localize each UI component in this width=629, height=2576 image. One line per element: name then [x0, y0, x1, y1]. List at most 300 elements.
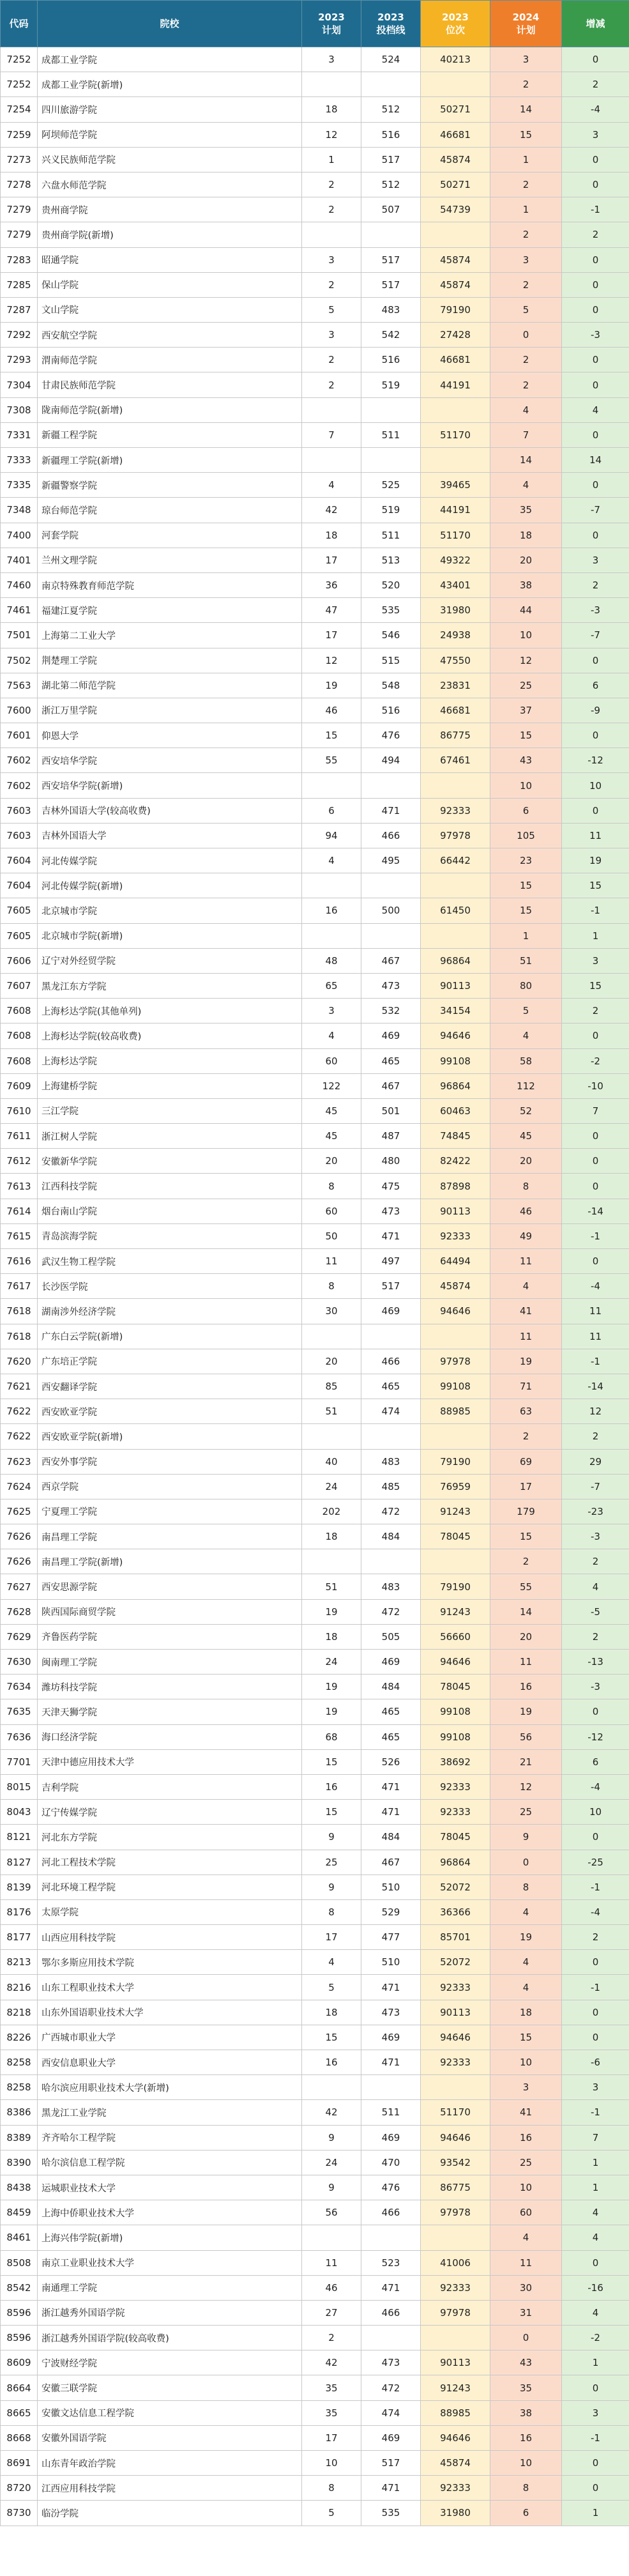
- cell-line-2023: 516: [361, 348, 421, 372]
- cell-plan-2024: 51: [490, 948, 562, 973]
- cell-code: 8258: [1, 2050, 38, 2075]
- cell-plan-2024: 5: [490, 999, 562, 1023]
- cell-plan-2024: 10: [490, 2451, 562, 2476]
- table-row: [1, 2275, 629, 2300]
- table-row: [1, 823, 629, 848]
- cell-plan-2024: 2: [490, 72, 562, 97]
- cell-plan-2024: 63: [490, 1399, 562, 1424]
- cell-plan-2024: 12: [490, 648, 562, 673]
- cell-line-2023: 473: [361, 1199, 421, 1223]
- cell-plan-2023: 47: [302, 598, 361, 623]
- table-row: [1, 2075, 629, 2100]
- cell-change: 0: [562, 47, 629, 72]
- cell-code: 7501: [1, 623, 38, 648]
- cell-code: 7602: [1, 748, 38, 773]
- cell-line-2023: 471: [361, 1975, 421, 2000]
- cell-plan-2023: 50: [302, 1223, 361, 1248]
- cell-plan-2023: 25: [302, 1850, 361, 1874]
- cell-line-2023: [361, 923, 421, 948]
- cell-line-2023: 517: [361, 1274, 421, 1299]
- cell-rank-2023: 43401: [421, 572, 490, 597]
- cell-line-2023: 471: [361, 2275, 421, 2300]
- cell-change: -1: [562, 197, 629, 222]
- cell-code: 7629: [1, 1624, 38, 1649]
- cell-change: -3: [562, 1675, 629, 1699]
- cell-rank-2023: 96864: [421, 1850, 490, 1874]
- cell-plan-2023: 18: [302, 1524, 361, 1549]
- cell-line-2023: 510: [361, 1950, 421, 1975]
- cell-school: 上海第二工业大学: [38, 623, 302, 648]
- cell-code: 7308: [1, 397, 38, 422]
- table-row: [1, 1073, 629, 1098]
- cell-plan-2024: 10: [490, 623, 562, 648]
- table-row: [1, 422, 629, 447]
- cell-plan-2023: 48: [302, 948, 361, 973]
- cell-change: 0: [562, 172, 629, 197]
- cell-change: 2: [562, 1549, 629, 1574]
- cell-plan-2023: 40: [302, 1449, 361, 1474]
- cell-change: 29: [562, 1449, 629, 1474]
- cell-plan-2023: 68: [302, 1724, 361, 1749]
- cell-line-2023: 473: [361, 973, 421, 998]
- table-header: [1, 1, 629, 47]
- cell-plan-2024: 2: [490, 172, 562, 197]
- cell-plan-2024: 6: [490, 798, 562, 823]
- cell-school: 广东培正学院: [38, 1349, 302, 1374]
- cell-plan-2024: 3: [490, 247, 562, 272]
- cell-code: 7701: [1, 1749, 38, 1774]
- cell-school: 河北环境工程学院: [38, 1874, 302, 1899]
- cell-plan-2024: 3: [490, 2075, 562, 2100]
- cell-line-2023: 473: [361, 2000, 421, 2025]
- cell-plan-2024: 4: [490, 473, 562, 498]
- cell-rank-2023: 99108: [421, 1699, 490, 1724]
- cell-code: 7292: [1, 323, 38, 348]
- table-row: [1, 1675, 629, 1699]
- cell-plan-2024: 69: [490, 1449, 562, 1474]
- table-row: [1, 1549, 629, 1574]
- table-row: [1, 623, 629, 648]
- cell-rank-2023: 31980: [421, 2501, 490, 2526]
- cell-plan-2024: 5: [490, 297, 562, 322]
- cell-plan-2024: 41: [490, 2100, 562, 2125]
- cell-plan-2024: 1: [490, 197, 562, 222]
- cell-rank-2023: [421, 2225, 490, 2250]
- table-row: [1, 1899, 629, 1924]
- cell-rank-2023: [421, 1424, 490, 1449]
- table-row: [1, 2050, 629, 2075]
- cell-code: 8691: [1, 2451, 38, 2476]
- table-row: [1, 999, 629, 1023]
- cell-code: 7611: [1, 1124, 38, 1149]
- cell-change: 0: [562, 297, 629, 322]
- cell-plan-2024: 12: [490, 1774, 562, 1799]
- table-row: [1, 1524, 629, 1549]
- cell-line-2023: [361, 2326, 421, 2350]
- cell-school: 天津中德应用技术大学: [38, 1749, 302, 1774]
- cell-plan-2024: 7: [490, 422, 562, 447]
- cell-rank-2023: 31980: [421, 598, 490, 623]
- cell-change: 11: [562, 1324, 629, 1349]
- cell-rank-2023: 90113: [421, 2000, 490, 2025]
- cell-rank-2023: 67461: [421, 748, 490, 773]
- cell-line-2023: 519: [361, 372, 421, 397]
- cell-line-2023: [361, 1549, 421, 1574]
- cell-school: 安徽新华学院: [38, 1149, 302, 1174]
- cell-plan-2023: 15: [302, 723, 361, 748]
- cell-code: 7600: [1, 698, 38, 723]
- cell-plan-2024: 0: [490, 323, 562, 348]
- cell-code: 7278: [1, 172, 38, 197]
- cell-plan-2024: 4: [490, 2225, 562, 2250]
- cell-school: 河北东方学院: [38, 1825, 302, 1850]
- cell-line-2023: 516: [361, 698, 421, 723]
- cell-plan-2023: 2: [302, 372, 361, 397]
- cell-change: -3: [562, 598, 629, 623]
- table-row: [1, 1274, 629, 1299]
- table-row: [1, 948, 629, 973]
- cell-change: 0: [562, 2250, 629, 2275]
- cell-plan-2024: 2: [490, 1424, 562, 1449]
- cell-rank-2023: 51170: [421, 523, 490, 548]
- cell-change: -3: [562, 1524, 629, 1549]
- cell-school: 山东外国语职业技术大学: [38, 2000, 302, 2025]
- cell-school: 河北工程技术学院: [38, 1850, 302, 1874]
- cell-plan-2024: 4: [490, 1274, 562, 1299]
- cell-change: 10: [562, 773, 629, 798]
- cell-line-2023: [361, 873, 421, 898]
- cell-rank-2023: 36366: [421, 1899, 490, 1924]
- cell-school: 兰州文理学院: [38, 548, 302, 572]
- cell-school: 吉林外国语大学: [38, 823, 302, 848]
- cell-plan-2023: 12: [302, 648, 361, 673]
- cell-line-2023: [361, 397, 421, 422]
- cell-plan-2024: 3: [490, 47, 562, 72]
- table-row: [1, 2200, 629, 2225]
- table-row: [1, 2425, 629, 2450]
- cell-code: 7625: [1, 1499, 38, 1524]
- cell-line-2023: 548: [361, 673, 421, 698]
- table-row: [1, 523, 629, 548]
- cell-plan-2023: 46: [302, 698, 361, 723]
- cell-plan-2023: 19: [302, 1675, 361, 1699]
- cell-line-2023: 515: [361, 648, 421, 673]
- cell-code: 7254: [1, 97, 38, 122]
- cell-line-2023: 476: [361, 2175, 421, 2200]
- cell-plan-2023: 19: [302, 1599, 361, 1624]
- cell-code: 7618: [1, 1324, 38, 1349]
- cell-line-2023: 471: [361, 798, 421, 823]
- table-row: [1, 1699, 629, 1724]
- cell-change: 11: [562, 1299, 629, 1324]
- table-row: [1, 448, 629, 473]
- cell-change: 15: [562, 873, 629, 898]
- cell-plan-2023: 15: [302, 2025, 361, 2050]
- cell-rank-2023: [421, 1549, 490, 1574]
- table-row: [1, 97, 629, 122]
- table-row: [1, 572, 629, 597]
- cell-code: 7610: [1, 1098, 38, 1123]
- cell-plan-2023: 42: [302, 2350, 361, 2375]
- cell-line-2023: [361, 773, 421, 798]
- cell-change: -4: [562, 97, 629, 122]
- cell-school: 上海建桥学院: [38, 1073, 302, 1098]
- table-row: [1, 773, 629, 798]
- cell-code: 7602: [1, 773, 38, 798]
- cell-code: 8664: [1, 2375, 38, 2400]
- cell-code: 8226: [1, 2025, 38, 2050]
- table-row: [1, 2025, 629, 2050]
- cell-rank-2023: 94646: [421, 1650, 490, 1675]
- cell-rank-2023: 82422: [421, 1149, 490, 1174]
- table-row: [1, 2501, 629, 2526]
- cell-school: 四川旅游学院: [38, 97, 302, 122]
- cell-line-2023: 501: [361, 1098, 421, 1123]
- cell-line-2023: 511: [361, 523, 421, 548]
- cell-school: 贵州商学院(新增): [38, 222, 302, 247]
- table-row: [1, 473, 629, 498]
- cell-plan-2023: 2: [302, 272, 361, 297]
- cell-change: 0: [562, 1149, 629, 1174]
- cell-line-2023: 497: [361, 1249, 421, 1274]
- cell-plan-2023: [302, 448, 361, 473]
- cell-school: 西安欧亚学院: [38, 1399, 302, 1424]
- cell-plan-2023: 15: [302, 1749, 361, 1774]
- cell-school: 吉林外国语大学(较高收费): [38, 798, 302, 823]
- cell-rank-2023: 97978: [421, 2300, 490, 2325]
- cell-line-2023: [361, 1424, 421, 1449]
- cell-plan-2023: 4: [302, 1023, 361, 1048]
- cell-rank-2023: [421, 923, 490, 948]
- table-row: [1, 1149, 629, 1174]
- cell-code: 8127: [1, 1850, 38, 1874]
- cell-change: 2: [562, 1624, 629, 1649]
- cell-rank-2023: 50271: [421, 172, 490, 197]
- cell-code: 8176: [1, 1899, 38, 1924]
- cell-rank-2023: 76959: [421, 1474, 490, 1499]
- cell-plan-2023: 30: [302, 1299, 361, 1324]
- cell-code: 7613: [1, 1174, 38, 1199]
- cell-change: 2: [562, 72, 629, 97]
- table-row: [1, 2350, 629, 2375]
- cell-code: 8459: [1, 2200, 38, 2225]
- cell-school: 阿坝师范学院: [38, 122, 302, 147]
- cell-plan-2024: 52: [490, 1098, 562, 1123]
- cell-school: 山东青年政治学院: [38, 2451, 302, 2476]
- table-row: [1, 598, 629, 623]
- cell-plan-2024: 17: [490, 1474, 562, 1499]
- cell-change: -5: [562, 1599, 629, 1624]
- cell-plan-2024: 15: [490, 122, 562, 147]
- cell-line-2023: 511: [361, 2100, 421, 2125]
- cell-rank-2023: 49322: [421, 548, 490, 572]
- cell-code: 8389: [1, 2125, 38, 2150]
- cell-plan-2023: 17: [302, 548, 361, 572]
- table-row: [1, 2326, 629, 2350]
- table-row: [1, 1825, 629, 1850]
- cell-school: 甘肃民族师范学院: [38, 372, 302, 397]
- cell-code: 7252: [1, 72, 38, 97]
- cell-line-2023: 466: [361, 2200, 421, 2225]
- cell-rank-2023: 46681: [421, 348, 490, 372]
- table-row: [1, 323, 629, 348]
- cell-rank-2023: 46681: [421, 698, 490, 723]
- table-row: [1, 848, 629, 873]
- cell-line-2023: 480: [361, 1149, 421, 1174]
- table-row: [1, 122, 629, 147]
- cell-school: 南通理工学院: [38, 2275, 302, 2300]
- cell-plan-2023: 16: [302, 2050, 361, 2075]
- cell-code: 8139: [1, 1874, 38, 1899]
- cell-change: 7: [562, 1098, 629, 1123]
- cell-plan-2024: 20: [490, 1149, 562, 1174]
- cell-plan-2024: 179: [490, 1499, 562, 1524]
- cell-change: 0: [562, 2476, 629, 2501]
- table-row: [1, 973, 629, 998]
- table-row: [1, 1399, 629, 1424]
- table-row: [1, 1624, 629, 1649]
- cell-change: 6: [562, 673, 629, 698]
- cell-school: 兴义民族师范学院: [38, 147, 302, 172]
- table-row: [1, 1950, 629, 1975]
- cell-line-2023: 483: [361, 1449, 421, 1474]
- cell-line-2023: 484: [361, 1825, 421, 1850]
- cell-plan-2024: 19: [490, 1925, 562, 1950]
- cell-code: 8043: [1, 1800, 38, 1825]
- cell-plan-2023: 45: [302, 1098, 361, 1123]
- cell-change: -23: [562, 1499, 629, 1524]
- cell-code: 8177: [1, 1925, 38, 1950]
- cell-change: 12: [562, 1399, 629, 1424]
- cell-rank-2023: [421, 397, 490, 422]
- table-row: [1, 1199, 629, 1223]
- cell-rank-2023: 46681: [421, 122, 490, 147]
- cell-line-2023: 472: [361, 2375, 421, 2400]
- cell-school: 黑龙江东方学院: [38, 973, 302, 998]
- cell-line-2023: 524: [361, 47, 421, 72]
- cell-line-2023: 471: [361, 1800, 421, 1825]
- cell-code: 7622: [1, 1399, 38, 1424]
- cell-change: 2: [562, 1925, 629, 1950]
- cell-code: 7333: [1, 448, 38, 473]
- table-row: [1, 1474, 629, 1499]
- table-row: [1, 1650, 629, 1675]
- cell-plan-2024: 19: [490, 1349, 562, 1374]
- cell-line-2023: 526: [361, 1749, 421, 1774]
- table-row: [1, 2225, 629, 2250]
- cell-school: 运城职业技术大学: [38, 2175, 302, 2200]
- cell-code: 7615: [1, 1223, 38, 1248]
- cell-plan-2023: 5: [302, 297, 361, 322]
- cell-line-2023: 476: [361, 723, 421, 748]
- table-row: [1, 798, 629, 823]
- cell-plan-2023: 4: [302, 1950, 361, 1975]
- cell-plan-2023: 2: [302, 348, 361, 372]
- cell-plan-2024: 38: [490, 572, 562, 597]
- cell-plan-2024: 4: [490, 1023, 562, 1048]
- cell-rank-2023: 79190: [421, 1574, 490, 1599]
- cell-plan-2023: 19: [302, 673, 361, 698]
- cell-line-2023: 467: [361, 1073, 421, 1098]
- cell-line-2023: 512: [361, 172, 421, 197]
- table-row: [1, 1424, 629, 1449]
- cell-line-2023: [361, 448, 421, 473]
- cell-plan-2023: 1: [302, 147, 361, 172]
- cell-change: -4: [562, 1274, 629, 1299]
- cell-line-2023: 469: [361, 1650, 421, 1675]
- cell-change: 0: [562, 473, 629, 498]
- cell-code: 8216: [1, 1975, 38, 2000]
- cell-rank-2023: 78045: [421, 1675, 490, 1699]
- cell-school: 西安信息职业大学: [38, 2050, 302, 2075]
- cell-plan-2024: 14: [490, 97, 562, 122]
- cell-change: 0: [562, 272, 629, 297]
- table-row: [1, 1499, 629, 1524]
- cell-plan-2024: 20: [490, 1624, 562, 1649]
- cell-plan-2024: 25: [490, 1800, 562, 1825]
- cell-line-2023: 474: [361, 1399, 421, 1424]
- cell-code: 7279: [1, 222, 38, 247]
- cell-rank-2023: 96864: [421, 948, 490, 973]
- cell-school: 浙江越秀外国语学院: [38, 2300, 302, 2325]
- cell-line-2023: 510: [361, 1874, 421, 1899]
- cell-code: 8596: [1, 2300, 38, 2325]
- cell-rank-2023: 90113: [421, 2350, 490, 2375]
- cell-plan-2023: 18: [302, 523, 361, 548]
- cell-plan-2023: 9: [302, 2175, 361, 2200]
- cell-code: 7603: [1, 823, 38, 848]
- cell-rank-2023: 91243: [421, 2375, 490, 2400]
- cell-plan-2023: 18: [302, 1624, 361, 1649]
- cell-change: 6: [562, 1749, 629, 1774]
- cell-code: 7401: [1, 548, 38, 572]
- cell-rank-2023: 91243: [421, 1499, 490, 1524]
- cell-line-2023: 471: [361, 2050, 421, 2075]
- table-row: [1, 1850, 629, 1874]
- table-row: [1, 222, 629, 247]
- cell-rank-2023: 79190: [421, 297, 490, 322]
- cell-plan-2024: 19: [490, 1699, 562, 1724]
- cell-line-2023: 472: [361, 1599, 421, 1624]
- cell-school: 西安思源学院: [38, 1574, 302, 1599]
- cell-school: 西安培华学院: [38, 748, 302, 773]
- table-row: [1, 748, 629, 773]
- cell-plan-2024: 2: [490, 222, 562, 247]
- cell-plan-2024: 4: [490, 1899, 562, 1924]
- cell-plan-2023: 24: [302, 1474, 361, 1499]
- cell-code: 7293: [1, 348, 38, 372]
- cell-plan-2023: 2: [302, 2326, 361, 2350]
- cell-plan-2024: 0: [490, 1850, 562, 1874]
- cell-change: 1: [562, 2350, 629, 2375]
- cell-line-2023: 500: [361, 898, 421, 923]
- cell-rank-2023: 39465: [421, 473, 490, 498]
- cell-plan-2023: 42: [302, 498, 361, 523]
- cell-line-2023: 529: [361, 1899, 421, 1924]
- cell-code: 7604: [1, 873, 38, 898]
- header-code: 代码: [1, 1, 38, 47]
- cell-plan-2024: 23: [490, 848, 562, 873]
- cell-plan-2024: 49: [490, 1223, 562, 1248]
- cell-code: 8542: [1, 2275, 38, 2300]
- cell-plan-2023: [302, 72, 361, 97]
- cell-code: 7636: [1, 1724, 38, 1749]
- table-row: [1, 2300, 629, 2325]
- cell-code: 7627: [1, 1574, 38, 1599]
- cell-plan-2024: 58: [490, 1048, 562, 1073]
- cell-rank-2023: 51170: [421, 422, 490, 447]
- table-row: [1, 397, 629, 422]
